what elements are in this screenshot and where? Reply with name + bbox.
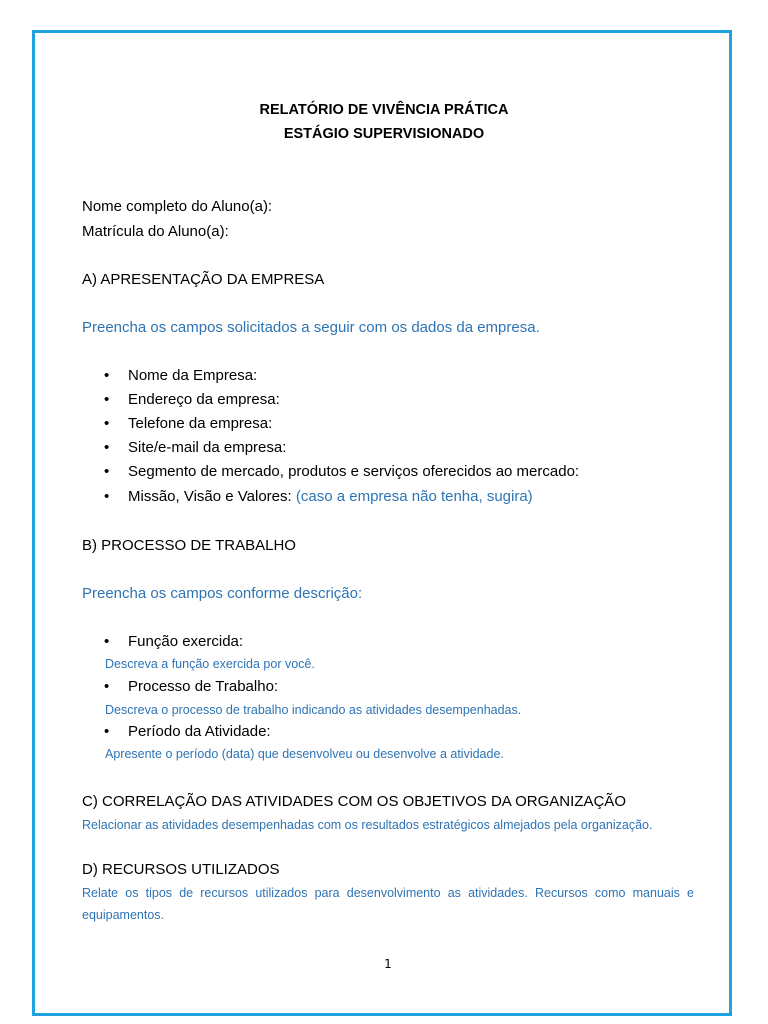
company-field-label bbox=[128, 488, 533, 505]
bullet-icon: • bbox=[104, 723, 110, 740]
work-field-label: Período da Atividade: bbox=[128, 723, 271, 740]
work-field-label: Função exercida: bbox=[128, 633, 244, 650]
bullet-icon: • bbox=[104, 367, 110, 384]
work-field-hint: Descreva a função exercida por você. bbox=[105, 657, 315, 671]
company-field-label: Segmento de mercado, produtos e serviços oferecidos ao mercado: bbox=[128, 463, 580, 480]
bullet-icon: • bbox=[104, 391, 110, 408]
student-name-label: Nome completo do Aluno(a): bbox=[82, 198, 273, 215]
mission-label: Missão, Visão e Valores: bbox=[128, 488, 292, 505]
section-c-heading: C) CORRELAÇÃO DAS ATIVIDADES COM OS OBJETIVOS DA ORGANIZAÇÃO bbox=[82, 793, 626, 810]
section-a-instruction: Preencha os campos solicitados a seguir com os dados da empresa. bbox=[82, 319, 540, 336]
bullet-icon: • bbox=[104, 633, 110, 650]
page-number: 1 bbox=[384, 957, 392, 971]
bullet-icon: • bbox=[104, 439, 110, 456]
work-field-label: Processo de Trabalho: bbox=[128, 678, 279, 695]
section-c-hint: Relacionar as atividades desempenhadas com os resultados estratégicos almejados pela organização. bbox=[82, 818, 653, 832]
section-b-heading: B) PROCESSO DE TRABALHO bbox=[82, 537, 296, 554]
document-subtitle: ESTÁGIO SUPERVISIONADO bbox=[283, 126, 485, 142]
work-field-hint: Apresente o período (data) que desenvolveu ou desenvolve a atividade. bbox=[105, 747, 504, 761]
section-b-instruction: Preencha os campos conforme descrição: bbox=[82, 585, 363, 602]
document-title: RELATÓRIO DE VIVÊNCIA PRÁTICA bbox=[259, 102, 509, 118]
bullet-icon: • bbox=[104, 678, 110, 695]
section-d-heading: D) RECURSOS UTILIZADOS bbox=[82, 861, 280, 878]
work-field-hint: Descreva o processo de trabalho indicando as atividades desempenhadas. bbox=[105, 703, 522, 717]
section-a-heading: A) APRESENTAÇÃO DA EMPRESA bbox=[82, 271, 325, 288]
bullet-icon: • bbox=[104, 488, 110, 505]
company-field-label: Endereço da empresa: bbox=[128, 391, 280, 408]
bullet-icon: • bbox=[104, 415, 110, 432]
bullet-icon: • bbox=[104, 463, 110, 480]
student-id-label: Matrícula do Aluno(a): bbox=[82, 223, 229, 240]
mission-note: (caso a empresa não tenha, sugira) bbox=[295, 488, 533, 505]
company-field-label: Site/e-mail da empresa: bbox=[128, 439, 287, 456]
company-field-label: Nome da Empresa: bbox=[128, 367, 258, 384]
company-field-label: Telefone da empresa: bbox=[128, 415, 273, 432]
section-d-hint: Relate os tipos de recursos utilizados para desenvolvimento as atividades. Recursos como manuais e equipamentos. bbox=[82, 886, 694, 922]
